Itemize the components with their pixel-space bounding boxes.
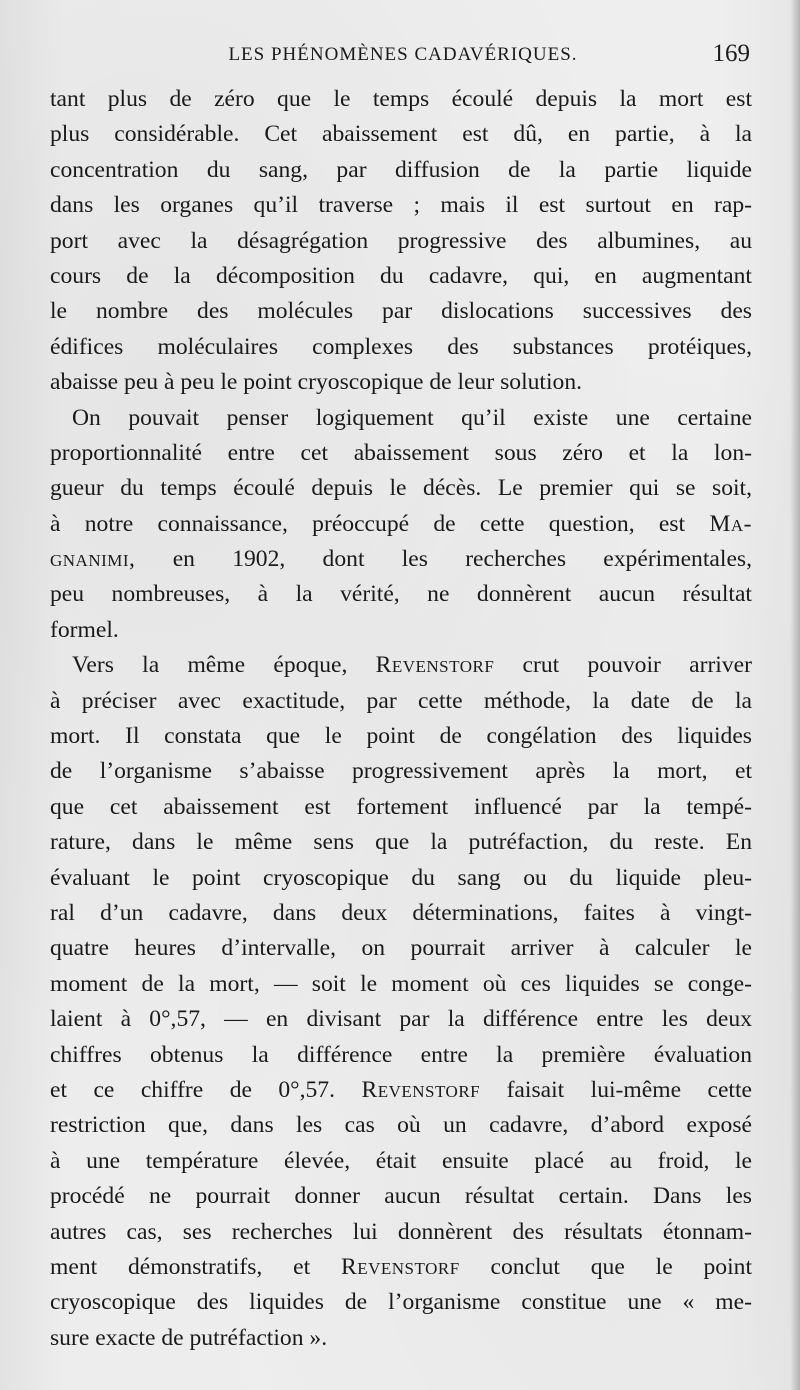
text-line: ral d’un cadavre, dans deux déterminations, faites à vingt- — [50, 899, 752, 926]
author-name-revenstorf: Revenstorf — [341, 1253, 460, 1280]
text-segment: ment démonstratifs, et — [50, 1253, 311, 1280]
text-line — [50, 542, 752, 577]
text-line: à préciser avec exactitude, par cette méthode, la date de la — [50, 687, 752, 714]
author-name-revenstorf: Revenstorf — [375, 652, 495, 679]
paragraph-3 — [50, 648, 752, 1356]
text-line: proportionnalité entre cet abaissement sous zéro et la lon- — [50, 439, 752, 466]
text-line: autres cas, ses recherches lui donnèrent des résultats étonnam- — [50, 1218, 752, 1245]
text-line: tant plus de zéro que le temps écoulé depuis la mort est — [50, 86, 752, 112]
text-segment: faisait lui-même cette — [506, 1076, 753, 1103]
text-line: abaisse peu à peu le point cryoscopique de leur solution. — [50, 369, 583, 396]
text-line: On pouvait penser logiquement qu’il existe une certaine — [72, 404, 752, 431]
text-line: édifices moléculaires complexes des substances protéiques, — [50, 333, 752, 360]
text-line: chiffres obtenus la différence entre la première évaluation — [50, 1041, 752, 1068]
text-line: formel. — [50, 616, 119, 643]
text-segment: Vers la même époque, — [72, 652, 348, 679]
page-edge-shadow — [790, 0, 800, 1390]
paragraph-1 — [50, 82, 752, 401]
text-line: port avec la désagrégation progressive des albumines, au — [50, 227, 752, 254]
text-line: cryoscopique des liquides de l’organisme constitue une « me- — [50, 1289, 752, 1316]
text-line: moment de la mort, — soit le moment où ces liquides se conge- — [50, 970, 752, 997]
text-line: le nombre des molécules par dislocations successives des — [50, 298, 752, 325]
author-name-maganimi: Ma- — [709, 510, 753, 537]
text-line: cours de la décomposition du cadavre, qui, en augmentant — [50, 262, 752, 289]
text-line: laient à 0°,57, — en divisant par la différence entre les deux — [50, 1006, 752, 1033]
text-line: restriction que, dans les cas où un cadavre, d’abord exposé — [50, 1112, 752, 1139]
text-line — [50, 1073, 752, 1108]
paragraph-2 — [50, 401, 752, 649]
text-line — [50, 1250, 752, 1285]
running-title: LES PHÉNOMÈNES CADAVÉRIQUES. — [228, 44, 578, 65]
text-line: dans les organes qu’il traverse ; mais il est surtout en rap- — [50, 192, 752, 219]
text-segment: à notre connaissance, préoccupé de cette question, est — [50, 510, 686, 537]
page-number: 169 — [712, 40, 750, 67]
author-name-maganimi: gnanimi, — [50, 546, 136, 573]
text-line: quatre heures d’intervalle, on pourrait arriver à calculer le — [50, 935, 752, 962]
text-segment: crut pouvoir arriver — [522, 652, 752, 679]
text-line: sure exacte de putréfaction ». — [50, 1324, 328, 1351]
text-line — [50, 648, 752, 683]
text-line: mort. Il constata que le point de congélation des liquides — [50, 723, 752, 750]
text-line: de l’organisme s’abaisse progressivement après la mort, et — [50, 758, 752, 785]
text-line: évaluant le point cryoscopique du sang ou du liquide pleu- — [50, 864, 752, 891]
text-line — [50, 507, 752, 542]
page-header — [50, 36, 756, 76]
text-segment: en 1902, dont les recherches expérimentales, — [172, 546, 752, 573]
text-line: rature, dans le même sens que la putréfaction, du reste. En — [50, 829, 752, 856]
text-segment: conclut que le point — [490, 1253, 752, 1280]
text-segment: et ce chiffre de 0°,57. — [50, 1076, 336, 1103]
text-line: gueur du temps écoulé depuis le décès. Le premier qui se soit, — [50, 475, 752, 502]
author-name-revenstorf: Revenstorf — [361, 1076, 481, 1103]
text-line: à une température élevée, était ensuite placé au froid, le — [50, 1147, 752, 1174]
text-line: que cet abaissement est fortement influencé par la tempé- — [50, 793, 752, 820]
text-line: concentration du sang, par diffusion de la partie liquide — [50, 156, 752, 183]
text-body — [50, 82, 752, 1356]
text-line: plus considérable. Cet abaissement est dû, en partie, à la — [50, 121, 752, 148]
text-line: procédé ne pourrait donner aucun résultat certain. Dans les — [50, 1183, 752, 1210]
text-line: peu nombreuses, à la vérité, ne donnèrent aucun résultat — [50, 581, 752, 608]
